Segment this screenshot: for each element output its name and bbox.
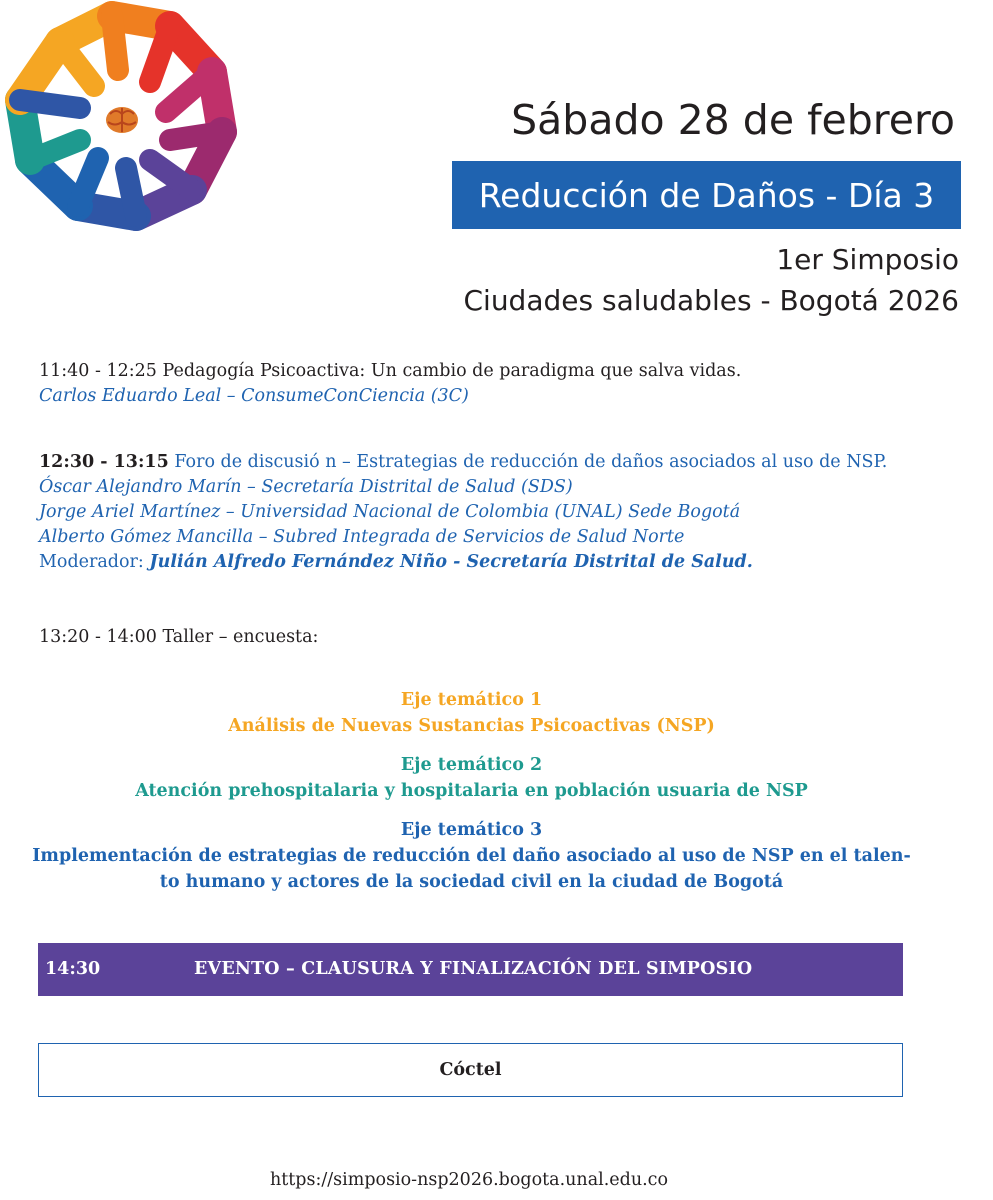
schedule-block-1 bbox=[39, 359, 741, 409]
schedule-block-3 bbox=[39, 625, 318, 650]
block2-speaker-3: Alberto Gómez Mancilla – Subred Integrada de Servicios de Salud Norte bbox=[39, 527, 685, 547]
axis-3-label: Eje temático 3 bbox=[400, 820, 543, 840]
axis-3-text-line2: to humano y actores de la sociedad civil en la ciudad de Bogotá bbox=[159, 872, 784, 892]
closing-label: EVENTO – CLAUSURA Y FINALIZACIÓN DEL SIMPOSIO bbox=[194, 959, 753, 979]
closing-event-bar bbox=[38, 943, 903, 996]
symposium-logo bbox=[0, 0, 240, 240]
axis-1-label: Eje temático 1 bbox=[400, 690, 543, 710]
day-banner: Reducción de Daños - Día 3 bbox=[452, 161, 961, 229]
block2-speaker-2: Jorge Ariel Martínez – Universidad Nacional de Colombia (UNAL) Sede Bogotá bbox=[39, 502, 741, 522]
brain-icon bbox=[106, 107, 138, 133]
axis-1-text: Análisis de Nuevas Sustancias Psicoactivas (NSP) bbox=[228, 716, 715, 736]
block2-title: Foro de discusió n – Estrategias de reducción de daños asociados al uso de NSP. bbox=[174, 452, 888, 472]
axis-2-label: Eje temático 2 bbox=[400, 755, 543, 775]
block2-time: 12:30 - 13:15 bbox=[39, 452, 169, 472]
moderator-name: Julián Alfredo Fernández Niño - Secretaría Distrital de Salud. bbox=[149, 552, 753, 572]
page-title: Sábado 28 de febrero bbox=[511, 96, 955, 144]
coctel-box: Cóctel bbox=[38, 1043, 903, 1097]
event-name-line2: Ciudades saludables - Bogotá 2026 bbox=[463, 284, 959, 317]
schedule-block-2 bbox=[39, 450, 887, 575]
block1-title: Pedagogía Psicoactiva: Un cambio de paradigma que salva vidas. bbox=[162, 361, 742, 381]
closing-time: 14:30 bbox=[45, 959, 101, 979]
block3-time: 13:20 - 14:00 bbox=[39, 627, 157, 647]
block2-speaker-1: Óscar Alejandro Marín – Secretaría Distrital de Salud (SDS) bbox=[39, 477, 573, 497]
axis-2 bbox=[30, 752, 913, 804]
axis-1 bbox=[30, 687, 913, 739]
axis-2-text: Atención prehospitalaria y hospitalaria en población usuaria de NSP bbox=[135, 781, 808, 801]
block1-time: 11:40 - 12:25 bbox=[39, 361, 157, 381]
footer-url: https://simposio-nsp2026.bogota.unal.edu.co bbox=[269, 1170, 669, 1190]
axis-3 bbox=[30, 817, 913, 895]
event-name-line1: 1er Simposio bbox=[776, 243, 959, 276]
axis-3-text-line1: Implementación de estrategias de reducción del daño asociado al uso de NSP en el talen- bbox=[32, 846, 911, 866]
moderator-label: Moderador: bbox=[39, 552, 144, 572]
block1-speaker: Carlos Eduardo Leal – ConsumeConCiencia (3C) bbox=[39, 386, 469, 406]
block3-title: Taller – encuesta: bbox=[162, 627, 319, 647]
